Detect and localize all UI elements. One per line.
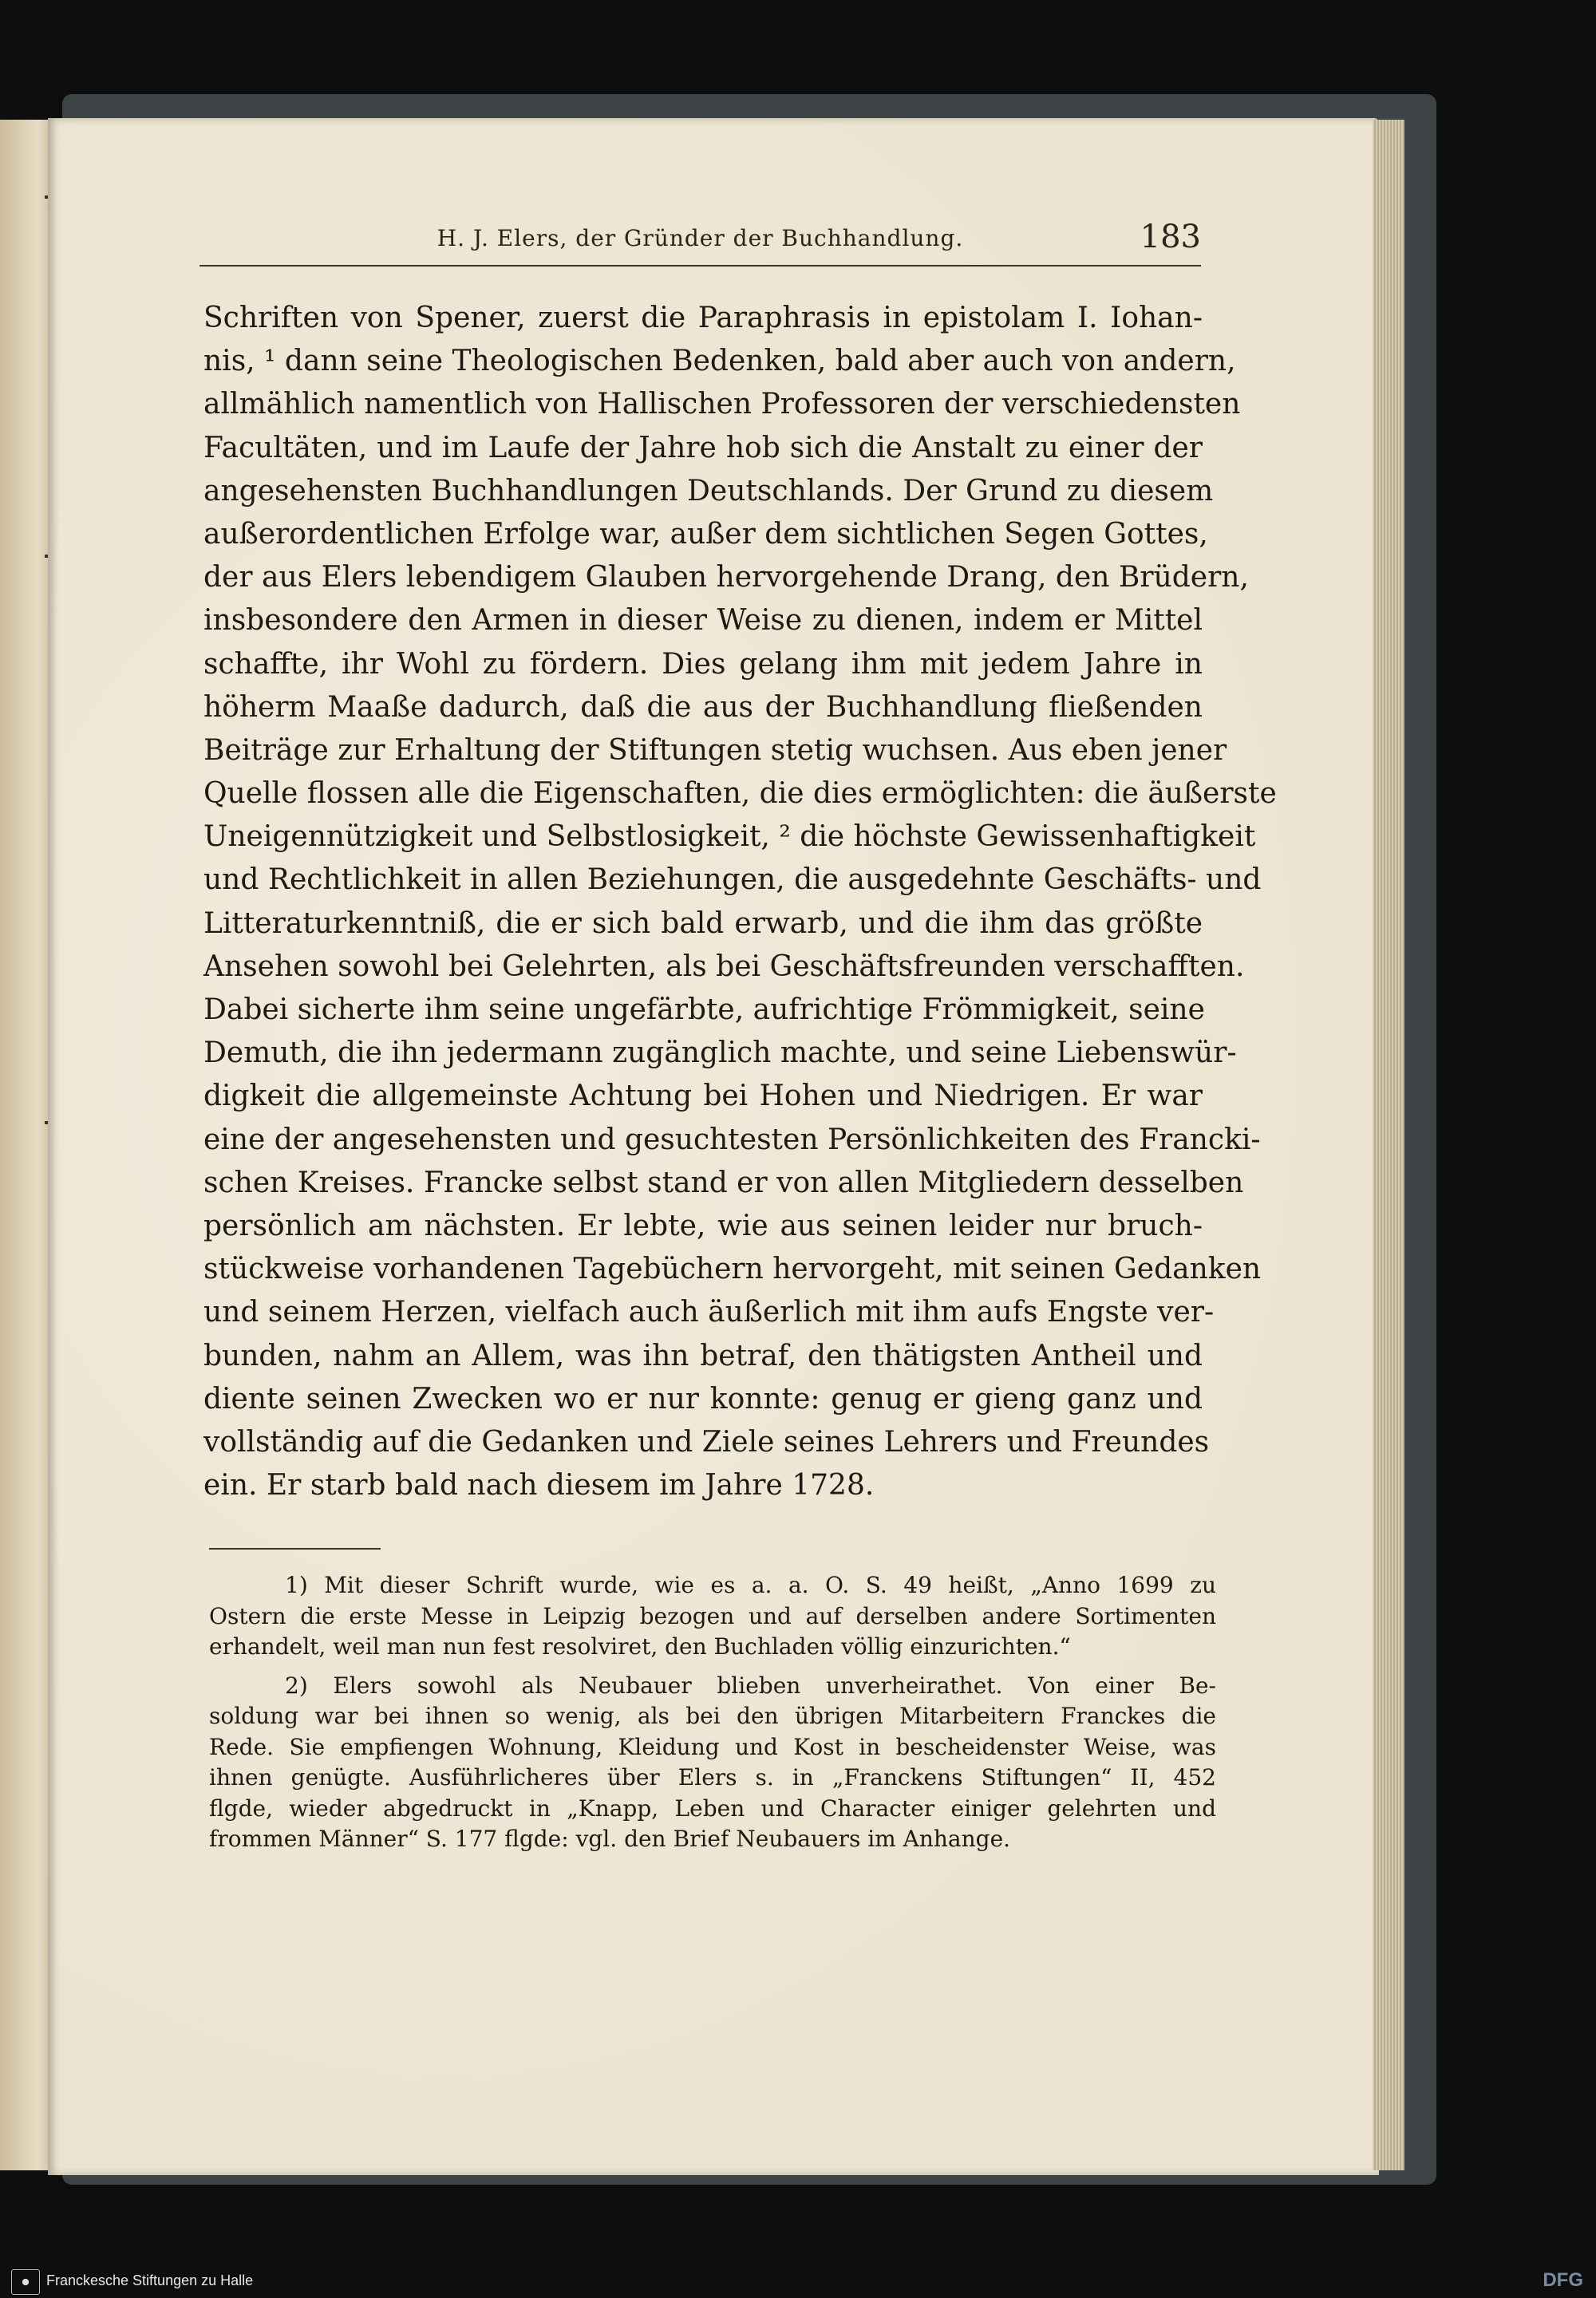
text-line: schen Kreises. Francke selbst stand er von allen Mitgliedern desselben <box>203 1166 1244 1199</box>
text-line: nis, ¹ dann seine Theologischen Bedenken, bald aber auch von andern, <box>203 345 1236 378</box>
text-line: höherm Maaße dadurch, daß die aus der Buchhandlung fließenden <box>203 690 1203 724</box>
footnotes <box>209 1570 1216 1863</box>
footnote-line: 2) Elers sowohl als Neubauer blieben unverheirathet. Von einer Be- <box>285 1672 1216 1699</box>
page-header <box>200 217 1201 267</box>
text-line: Beiträge zur Erhaltung der Stiftungen stetig wuchsen. Aus eben jener <box>203 733 1227 767</box>
main-text <box>203 297 1277 1507</box>
text-line: Uneigennützigkeit und Selbstlosigkeit, ² die höchste Gewissenhaftigkeit <box>203 820 1256 854</box>
text-line: stückweise vorhandenen Tagebüchern hervorgeht, mit seinen Gedanken <box>203 1253 1262 1286</box>
text-line: bunden, nahm an Allem, was ihn betraf, den thätigsten Antheil und <box>203 1339 1203 1372</box>
footnote-line: frommen Männer“ S. 177 flgde: vgl. den Brief Neubauers im Anhange. <box>209 1826 1011 1852</box>
text-line: und Rechtlichkeit in allen Beziehungen, die ausgedehnte Geschäfts- und <box>203 863 1262 897</box>
text-line: Facultäten, und im Laufe der Jahre hob sich die Anstalt zu einer der <box>203 431 1203 464</box>
footnote-line: erhandelt, weil man nun fest resolviret, den Buchladen völlig einzurichten.“ <box>209 1633 1071 1660</box>
text-line: außerordentlichen Erfolge war, außer dem sichtlichen Segen Gottes, <box>203 517 1208 551</box>
text-line: schaffte, ihr Wohl zu fördern. Dies gelang ihm mit jedem Jahre in <box>203 647 1203 681</box>
text-line: digkeit die allgemeinste Achtung bei Hohen und Niedrigen. Er war <box>203 1080 1203 1113</box>
footnote-line: Rede. Sie empfiengen Wohnung, Kleidung und Kost in bescheidenster Weise, was <box>209 1733 1216 1760</box>
text-line: der aus Elers lebendigem Glauben hervorgehende Drang, den Brüdern, <box>203 561 1249 594</box>
text-line: vollständig auf die Gedanken und Ziele seines Lehrers und Freundes <box>203 1425 1210 1459</box>
dfg-logo: DFG <box>1543 2269 1583 2291</box>
running-title: H. J. Elers, der Gründer der Buchhandlung. <box>437 225 964 251</box>
text-line: persönlich am nächsten. Er lebte, wie aus seinen leider nur bruch- <box>203 1209 1203 1242</box>
footnote-line: Ostern die erste Messe in Leipzig bezogen und auf derselben andere Sortimenten <box>209 1602 1216 1629</box>
viewer-footer <box>0 2264 1596 2298</box>
text-line: eine der angesehensten und gesuchtesten Persönlichkeiten des Francki- <box>203 1123 1261 1156</box>
text-line: insbesondere den Armen in dieser Weise zu dienen, indem er Mittel <box>203 604 1203 638</box>
text-line: Litteraturkenntniß, die er sich bald erwarb, und die ihm das größte <box>203 906 1203 940</box>
page-number: 183 <box>1140 219 1201 255</box>
footnote-line: 1) Mit dieser Schrift wurde, wie es a. a. O. S. 49 heißt, „Anno 1699 zu <box>285 1572 1216 1598</box>
text-line: Schriften von Spener, zuerst die Paraphrasis in epistolam I. Iohan- <box>203 302 1203 334</box>
text-line: ein. Er starb bald nach diesem im Jahre 1728. <box>203 1469 875 1502</box>
text-line: Dabei sicherte ihm seine ungefärbte, aufrichtige Frömmigkeit, seine <box>203 993 1205 1026</box>
text-line: Ansehen sowohl bei Gelehrten, als bei Geschäftsfreunden verschafften. <box>203 950 1245 983</box>
footnote <box>209 1570 1216 1663</box>
text-line: Quelle flossen alle die Eigenschaften, die dies ermöglichten: die äußerste <box>203 777 1277 811</box>
footnote-rule <box>209 1548 381 1550</box>
institution-name: Franckesche Stiftungen zu Halle <box>46 2272 254 2288</box>
text-line: angesehensten Buchhandlungen Deutschlands. Der Grund zu diesem <box>203 474 1214 507</box>
page-stack-edge <box>1373 120 1404 2170</box>
text-line: und seinem Herzen, vielfach auch äußerlich mit ihm aufs Engste ver- <box>203 1296 1215 1329</box>
footnote-line: flgde, wieder abgedruckt in „Knapp, Leben und Character einiger gelehrten und <box>209 1795 1216 1822</box>
text-line: Demuth, die ihn jedermann zugänglich machte, und seine Liebenswür- <box>203 1036 1237 1070</box>
footnote-line: ihnen genügte. Ausführlicheres über Elers s. in „Franckens Stiftungen“ II, 452 <box>209 1764 1216 1791</box>
footnote <box>209 1671 1216 1855</box>
footnote-line: soldung war bei ihnen so wenig, als bei den übrigen Mitarbeitern Franckes die <box>209 1703 1216 1729</box>
text-line: allmählich namentlich von Hallischen Professoren der verschiedensten <box>203 388 1241 421</box>
text-line: diente seinen Zwecken wo er nur konnte: genug er gieng ganz und <box>203 1382 1203 1416</box>
institution-logo-icon <box>11 2269 40 2295</box>
